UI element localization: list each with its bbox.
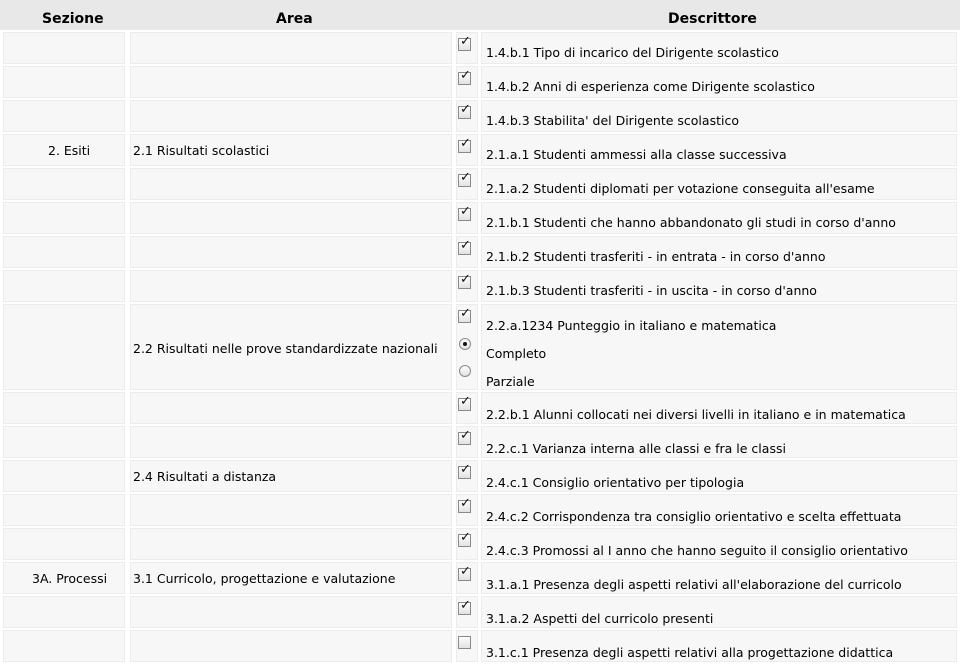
descriptor-label: 3.1.a.2 Aspetti del curricolo presenti [486, 611, 714, 626]
section-cell [3, 270, 125, 302]
descriptor-label: 2.2.a.1234 Punteggio in italiano e matematica [486, 318, 777, 333]
section-esiti: 2. Esiti [48, 143, 91, 158]
area-cell [130, 202, 452, 234]
section-cell [3, 66, 125, 98]
descriptor-checkbox[interactable] [458, 394, 471, 411]
section-cell [3, 494, 125, 526]
area-2-2: 2.2 Risultati nelle prove standardizzate nazionali [133, 341, 438, 356]
descriptor-checkbox[interactable] [458, 496, 471, 513]
area-cell [130, 32, 452, 64]
section-cell [3, 168, 125, 200]
section-cell [3, 426, 125, 458]
descriptor-label: 2.1.b.2 Studenti trasferiti - in entrata - in corso d'anno [486, 249, 826, 264]
descriptor-label: 3.1.c.1 Presenza degli aspetti relativi alla progettazione didattica [486, 645, 894, 660]
radio-label-parziale: Parziale [486, 374, 535, 389]
descriptor-label: 2.4.c.2 Corrispondenza tra consiglio orientativo e scelta effettuata [486, 509, 902, 524]
check-icon: ✓ [460, 564, 471, 579]
header-sezione: Sezione [42, 11, 104, 27]
area-cell [130, 494, 452, 526]
check-icon: ✓ [460, 102, 471, 117]
descriptor-label: 3.1.a.1 Presenza degli aspetti relativi all'elaborazione del curricolo [486, 577, 902, 592]
descriptor-checkbox[interactable] [458, 238, 471, 255]
table-header [0, 0, 960, 30]
area-cell [130, 426, 452, 458]
descriptor-checkbox[interactable] [458, 636, 471, 649]
area-cell [130, 66, 452, 98]
descriptor-label: 2.1.a.1 Studenti ammessi alla classe successiva [486, 147, 787, 162]
check-icon: ✓ [460, 136, 471, 151]
descriptor-checkbox[interactable] [458, 530, 471, 547]
area-cell [130, 236, 452, 268]
descriptor-checkbox[interactable] [458, 272, 471, 289]
descriptor-label: 2.2.b.1 Alunni collocati nei diversi livelli in italiano e in matematica [486, 407, 906, 422]
section-processi: 3A. Processi [32, 571, 108, 586]
area-cell [130, 596, 452, 628]
check-icon: ✓ [460, 204, 471, 219]
section-cell [3, 202, 125, 234]
check-icon: ✓ [460, 34, 471, 49]
check-icon: ✓ [460, 68, 471, 83]
descriptor-label: 2.4.c.3 Promossi al I anno che hanno seguito il consiglio orientativo [486, 543, 908, 558]
descriptor-checkbox[interactable] [458, 564, 471, 581]
header-area: Area [276, 11, 313, 27]
check-icon: ✓ [460, 462, 471, 477]
descriptor-label: 2.1.b.3 Studenti trasferiti - in uscita - in corso d'anno [486, 283, 817, 298]
descriptor-label: 2.1.a.2 Studenti diplomati per votazione conseguita all'esame [486, 181, 875, 196]
area-cell [130, 100, 452, 132]
descriptor-checkbox[interactable] [458, 68, 471, 85]
header-descrittore: Descrittore [668, 11, 757, 27]
check-icon: ✓ [460, 394, 471, 409]
descriptor-label: 1.4.b.1 Tipo di incarico del Dirigente scolastico [486, 45, 779, 60]
area-cell [130, 630, 452, 662]
descriptor-checkbox[interactable] [458, 34, 471, 51]
descriptor-cell [481, 304, 957, 390]
section-cell [3, 528, 125, 560]
descriptor-checkbox[interactable] [458, 102, 471, 119]
radio-completo[interactable] [459, 338, 471, 350]
section-cell [3, 392, 125, 424]
section-cell [3, 32, 125, 64]
descriptor-label: 1.4.b.3 Stabilita' del Dirigente scolastico [486, 113, 739, 128]
check-icon: ✓ [460, 496, 471, 511]
descriptor-checkbox[interactable] [458, 428, 471, 445]
descriptor-label: 2.2.c.1 Varianza interna alle classi e fra le classi [486, 441, 786, 456]
section-cell [3, 630, 125, 662]
check-icon: ✓ [460, 598, 471, 613]
descriptor-checkbox[interactable] [458, 136, 471, 153]
section-cell [3, 100, 125, 132]
radio-label-completo: Completo [486, 346, 547, 361]
area-cell [130, 168, 452, 200]
area-cell [130, 528, 452, 560]
area-2-1: 2.1 Risultati scolastici [133, 143, 270, 158]
descriptor-checkbox[interactable] [458, 598, 471, 615]
descriptor-checkbox[interactable] [458, 462, 471, 479]
check-icon: ✓ [460, 272, 471, 287]
area-cell [130, 270, 452, 302]
check-icon: ✓ [460, 428, 471, 443]
descriptor-label: 2.1.b.1 Studenti che hanno abbandonato gli studi in corso d'anno [486, 215, 896, 230]
check-icon: ✓ [460, 306, 471, 321]
radio-parziale[interactable] [459, 365, 471, 377]
descriptor-label: 1.4.b.2 Anni di esperienza come Dirigente scolastico [486, 79, 815, 94]
section-cell [3, 596, 125, 628]
descriptor-checkbox[interactable] [458, 306, 471, 323]
section-cell [3, 304, 125, 390]
descriptor-checkbox[interactable] [458, 170, 471, 187]
check-icon: ✓ [460, 170, 471, 185]
area-3-1: 3.1 Curricolo, progettazione e valutazione [133, 571, 396, 586]
descriptor-checkbox[interactable] [458, 204, 471, 221]
check-icon: ✓ [460, 530, 471, 545]
descriptor-label: 2.4.c.1 Consiglio orientativo per tipologia [486, 475, 745, 490]
area-2-4: 2.4 Risultati a distanza [133, 469, 277, 484]
check-icon: ✓ [460, 238, 471, 253]
area-cell [130, 392, 452, 424]
section-cell [3, 236, 125, 268]
section-cell [3, 460, 125, 492]
